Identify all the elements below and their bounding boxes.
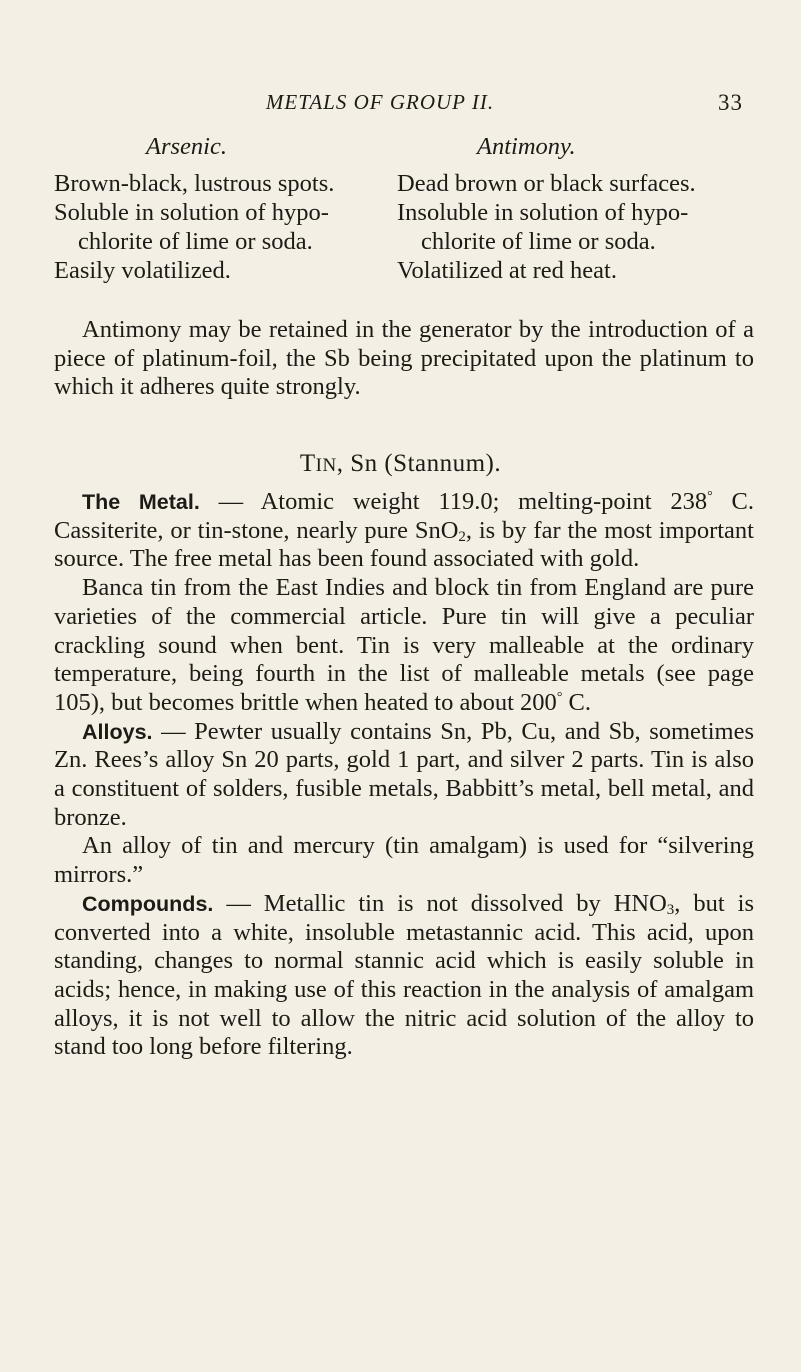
arsenic-line: Soluble in solution of hypo- <box>54 199 329 226</box>
amalgam-paragraph: An alloy of tin and mercury (tin amalgam) is used for “silvering mirrors.” <box>54 832 754 889</box>
section-title-initial: T <box>299 450 316 477</box>
running-title: METALS OF GROUP II. <box>265 90 495 114</box>
comparison-table <box>0 132 801 302</box>
running-header <box>0 90 801 120</box>
compounds-text: — Metallic tin is not dissolved by HNO <box>213 889 667 917</box>
compounds-run-head: Compounds. <box>82 891 214 916</box>
degree-sign: ° <box>556 689 563 705</box>
section-title <box>0 450 801 478</box>
intro-paragraph: Antimony may be retained in the generator by the introduction of a piece of platinum-foil, the Sb being precipitated upon the platinum to which it adheres quite strongly. <box>54 316 754 401</box>
arsenic-line: chlorite of lime or soda. <box>78 228 313 255</box>
degree-sign: ° <box>707 489 713 504</box>
arsenic-line: Easily volatilized. <box>54 257 231 284</box>
banca-text: Banca tin from the East Indies and block tin from England are pure varieties of the commercial article. Pure tin will give a peculiar crackling sound when bent. Tin is very malleable at the ordinary temperature, being fourth in the list of malleable metals (see page 105), but becomes brittle when heated to about 200 <box>54 574 754 716</box>
antimony-line: Insoluble in solution of hypo- <box>397 199 689 226</box>
arsenic-column <box>54 132 374 285</box>
arsenic-heading: Arsenic. <box>146 133 227 160</box>
metal-text-3: , is by far the most important source. The free metal has been found associated with gold. <box>54 516 754 573</box>
page-number: 33 <box>718 90 743 115</box>
antimony-column <box>397 132 757 285</box>
arsenic-line: Brown-black, lustrous spots. <box>54 170 335 197</box>
antimony-line: Volatilized at red heat. <box>397 257 617 284</box>
antimony-line: Dead brown or black surfaces. <box>397 170 696 197</box>
intro-section <box>54 316 754 402</box>
tin-body <box>54 488 754 1062</box>
section-title-smallcaps: IN <box>315 455 337 476</box>
metal-text-2: C. Cassiterite, or tin-stone, nearly pure SnO <box>54 488 754 544</box>
antimony-heading: Antimony. <box>477 133 576 160</box>
metal-run-head: The Metal. <box>82 490 200 514</box>
metal-paragraph <box>54 488 754 574</box>
alloys-text: — Pewter usually contains Sn, Pb, Cu, and Sb, sometimes Zn. Rees’s alloy Sn 20 parts, gold 1 part, and silver 2 parts. Tin is also a constituent of solders, fusible metals, Babbitt’s metal, bell metal, and bronze. <box>54 717 754 831</box>
section-title-rest: , Sn (Stannum). <box>336 450 502 477</box>
alloys-run-head: Alloys. <box>82 719 153 744</box>
antimony-line: chlorite of lime or soda. <box>421 228 656 255</box>
banca-text-end: C. <box>562 688 592 716</box>
subscript: 2 <box>458 528 466 545</box>
metal-text: — Atomic weight 119.0; melting-point 238 <box>199 488 708 515</box>
alloys-paragraph <box>54 718 754 833</box>
compounds-paragraph <box>54 890 754 1062</box>
subscript: 3 <box>666 901 675 918</box>
compounds-text-2: , but is converted into a white, insoluble metastannic acid. This acid, upon standing, changes to normal stannic acid which is easily soluble in acids; hence, in making use of this reaction in the analysis of amalgam alloys, it is not well to allow the nitric acid solution of the alloy to stand too long before filtering. <box>54 889 754 1061</box>
banca-paragraph <box>54 574 754 718</box>
